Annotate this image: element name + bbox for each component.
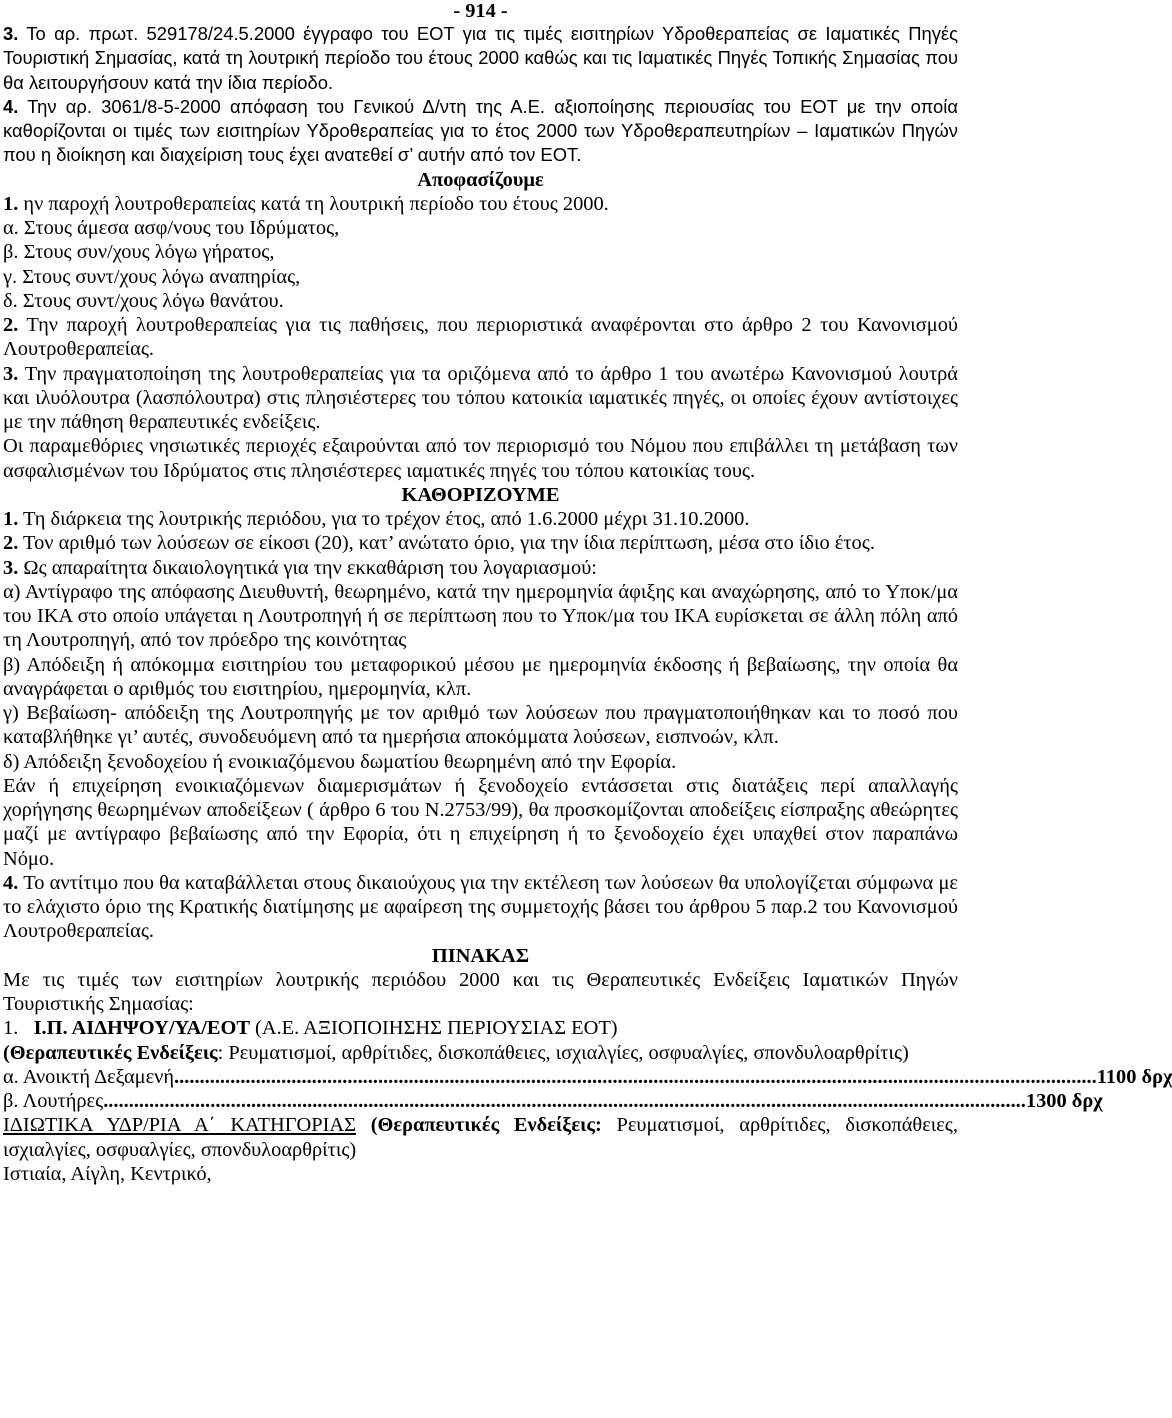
entry-org: (Α.Ε. ΑΞΙΟΠΟΙΗΣΗΣ ΠΕΡΙΟΥΣΙΑΣ ΕΟΤ): [255, 1017, 618, 1040]
item-text: Την παροχή λουτροθεραπείας για τις παθήσεις, που περιοριστικά αναφέρονται στο άρθρο 2 του Κανονισμού Λουτροθεραπείας.: [3, 314, 959, 361]
dot-leader: .....................................................................................................................................................................................: [174, 1065, 1097, 1088]
list-item: α) Αντίγραφο της απόφασης Διευθυντή, θεωρημένο, κατά την ημερομηνία άφιξης και αναχώρησης, από το Υποκ/μα του ΙΚΑ στο οποίο υπάγεται η Λουτροπηγή ή σε περίπτωση που το Υποκ/μα του ΙΚΑ ευρίσκεται σε άλλη πόλη από τη Λουτροπηγή, από τον πρόεδρο της κοινότητας: [3, 580, 958, 652]
spring-indications: [3, 1041, 958, 1065]
list-item: γ) Βεβαίωση- απόδειξη της Λουτροπηγής με τον αριθμό των λούσεων που πραγματοποιήθηκαν και το ποσό που καταβλήθηκε γι’ αυτές, συνοδευόμενη από τα ημερήσια αποκόμματα λούσεων, εισπνοών, κλπ.: [3, 702, 958, 749]
rule-1: [3, 507, 958, 531]
item-number: 3.: [3, 23, 19, 44]
rule-3: [3, 556, 958, 580]
dot-leader: .....................................................................................................................................................................................: [103, 1090, 1026, 1112]
heading-apofasizoume: Αποφασίζουμε: [417, 168, 544, 191]
item-text: Τη διάρκεια της λουτρικής περιόδου, για το τρέχον έτος, από 1.6.2000 μέχρι 31.10.2000.: [23, 508, 750, 530]
rule-3-extra: Εάν ή επιχείρηση ενοικιαζόμενων διαμερισμάτων ή ξενοδοχείο εντάσσεται στις διατάξεις περί απαλλαγής χορήγησης θεωρημένων αποδείξεων ( άρθρο 6 του Ν.2753/99), θα προσκομίζονται αποδείξεις είσπραξης αθεώρητες μαζί με αντίγραφο βεβαίωσης από την Εφορία, ότι η επιχείρηση ή το ξενοδοχείο έχει υπαχθεί στον παραπάνω Νόμο.: [3, 774, 958, 870]
item-number: 2.: [3, 314, 19, 336]
item-number: 1.: [3, 192, 19, 215]
price-amount: 1100 δρχ: [1096, 1065, 1172, 1088]
locations-line: Ιστιαία, Αίγλη, Κεντρικό,: [3, 1162, 212, 1185]
heading-pinakas: ΠΙΝΑΚΑΣ: [431, 944, 530, 967]
list-item: β) Απόδειξη ή απόκομμα εισιτηρίου του μεταφορικού μέσου με ημερομηνία έκδοσης ή βεβαίωσης, την οποία θα αναγράφεται ο αριθμός του εισιτηρίου, ημερομηνία, κλπ.: [3, 653, 958, 700]
indications-label: (Θεραπευτικές Ενδείξεις: [3, 1041, 218, 1064]
indications-label: (Θεραπευτικές Ενδείξεις:: [370, 1114, 602, 1137]
decision-3: [3, 362, 958, 435]
spring-entry-title: [3, 1016, 958, 1040]
list-item: β. Στους συν/χους λόγω γήρατος,: [3, 241, 275, 264]
item-text: Ως απαραίτητα δικαιολογητικά για την εκκαθάριση του λογαριασμού:: [23, 556, 597, 579]
rule-4: [3, 871, 958, 944]
paragraph-item-4: [3, 95, 958, 168]
category-title: ΙΔΙΩΤΙΚΑ ΥΔΡ/ΡΙΑ Α΄ ΚΑΤΗΓΟΡΙΑΣ: [3, 1114, 356, 1137]
item-text: Τον αριθμό των λούσεων σε είκοσι (20), κατ’ ανώτατο όριο, για την ίδια περίπτωση, μέσα στο ίδιο έτος.: [23, 532, 875, 555]
list-item: α. Στους άμεσα ασφ/νους του Ιδρύματος,: [3, 217, 340, 239]
item-number: 4.: [3, 95, 19, 117]
price-label: β. Λουτήρες: [3, 1090, 104, 1112]
item-text: Το αντίτιμο που θα καταβάλλεται στους δικαιούχους για την εκτέλεση των λούσεων θα υπολογίζεται σύμφωνα με το ελάχιστο όριο της Κρατικής διατίμησης με αφαίρεση της συμμετοχής βάσει του άρθρου 5 παρ.2 του Κανονισμού Λουτροθεραπείας.: [3, 871, 958, 943]
item-text: ην παροχή λουτροθεραπείας κατά τη λουτρική περίοδο του έτους 2000.: [23, 192, 609, 215]
heading-kathorizoume: ΚΑΘΟΡΙΖΟΥΜΕ: [401, 483, 560, 506]
price-row: [3, 1065, 1172, 1089]
private-category: [3, 1113, 958, 1162]
item-number: 1.: [3, 508, 19, 530]
item-number: 4.: [3, 871, 19, 894]
item-number: 3.: [3, 556, 19, 579]
list-item: γ. Στους συντ/χους λόγω αναπηρίας,: [3, 265, 301, 288]
paragraph-item-3: [3, 22, 958, 95]
indications-text: Ρευματισμοί, αρθρίτιδες, δισκοπάθειες, ισχιαλγίες, οσφυαλγίες, σπονδυλοαρθρίτις): [3, 1114, 958, 1161]
entry-number: 1.: [3, 1017, 19, 1040]
rule-2: [3, 531, 958, 555]
decision-2: [3, 313, 958, 362]
entry-title: Ι.Π. ΑΙΔΗΨΟΥ/ΥΑ/ΕΟΤ: [33, 1017, 250, 1040]
item-number: 2.: [3, 532, 19, 555]
indications-text: : Ρευματισμοί, αρθρίτιδες, δισκοπάθειες, ισχιαλγίες, οσφυαλγίες, σπονδυλοαρθρίτις): [217, 1041, 909, 1064]
price-amount: 1300 δρχ: [1025, 1090, 1103, 1112]
item-number: 3.: [3, 362, 19, 385]
item-text: Το αρ. πρωτ. 529178/24.5.2000 έγγραφο του ΕΟΤ για τις τιμές εισιτηρίων Υδροθεραπείας σε Ιαματικές Πηγές Τουριστική Σημασίας, κατά τη λουτρική περίοδο του έτους 2000 καθώς και τις Ιαματικές Πηγές Τοπικής Σημασίας που θα λειτουργήσουν κατά την ίδια περίοδο.: [3, 23, 958, 93]
price-row: [3, 1089, 1103, 1113]
list-item: δ) Απόδειξη ξενοδοχείου ή ενοικιαζόμενου δωματίου θεωρημένη από την Εφορία.: [3, 750, 677, 773]
price-label: α. Ανοικτή Δεξαμενή: [3, 1065, 175, 1088]
item-text: Την αρ. 3061/8-5-2000 απόφαση του Γενικού Δ/ντη της Α.Ε. αξιοποίησης περιουσίας του ΕΟΤ με την οποία καθορίζονται οι τιμές των εισιτηρίων Υδροθεραπείας για το έτος 2000 των Υδροθεραπευτηρίων – Ιαματικών Πηγών που η διοίκηση και διαχείριση τους έχει ανατεθεί σ’ αυτήν από τον ΕΟΤ.: [3, 95, 958, 166]
table-intro: Με τις τιμές των εισιτηρίων λουτρικής περιόδου 2000 και τις Θεραπευτικές Ενδείξεις Ιαματικών Πηγών Τουριστικής Σημασίας:: [3, 968, 958, 1015]
page-number: - 914 -: [453, 0, 508, 22]
list-item: δ. Στους συντ/χους λόγω θανάτου.: [3, 289, 284, 312]
decision-1: [3, 192, 958, 216]
decision-3-extra: Οι παραμεθόριες νησιωτικές περιοχές εξαιρούνται από τον περιορισμό του Νόμου που επιβάλλει τη μετάβαση των ασφαλισμένων του Ιδρύματος στις πλησιέστερες ιαματικές πηγές του τόπου κατοικίας τους.: [3, 435, 958, 482]
item-text: Την πραγματοποίηση της λουτροθεραπείας για τα οριζόμενα από το άρθρο 1 του ανωτέρω Κανονισμού λουτρά και ιλυόλουτρα (λασπόλουτρα) στις πλησιέστερες του τόπου κατοικία ιαματικές πηγές, οι οποίες έχουν αντίστοιχες με την πάθηση θεραπευτικές ενδείξεις.: [3, 362, 958, 433]
